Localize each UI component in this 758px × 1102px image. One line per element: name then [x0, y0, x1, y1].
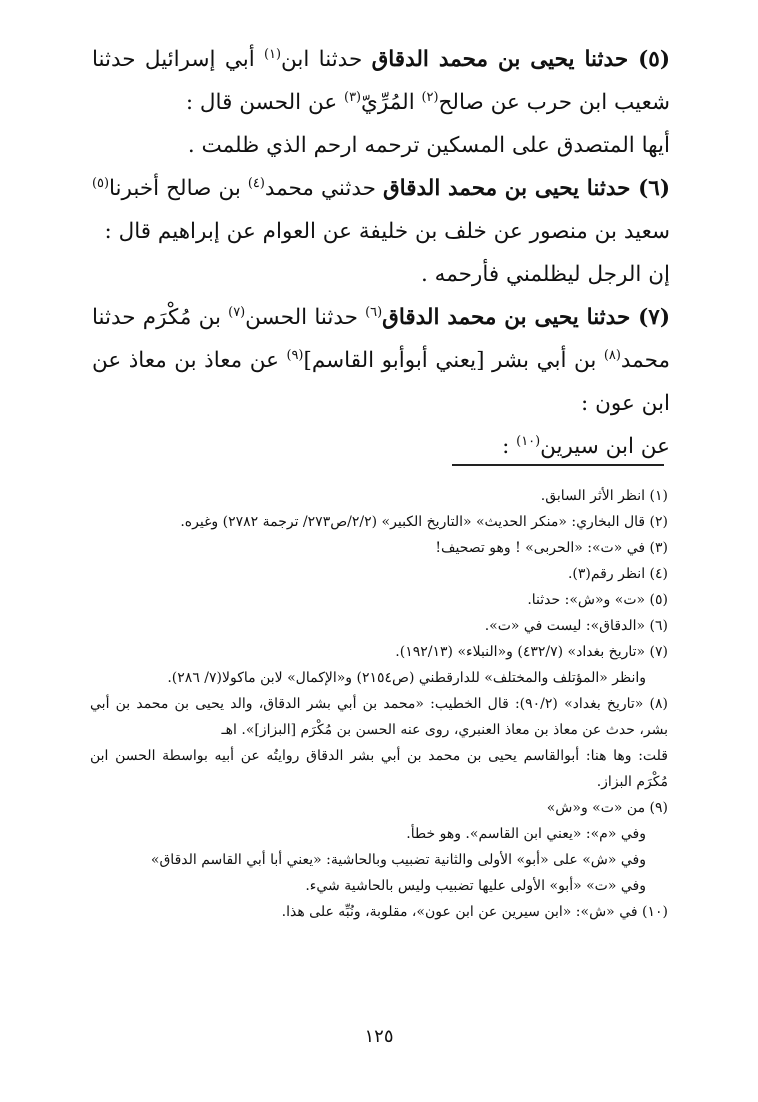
narration-5 [92, 38, 670, 124]
footnote-ref: (٩) [286, 347, 304, 363]
footnote-9-line-3: وفي «ش» على «أبو» الأولى والثانية تضبيب وبالحاشية: «يعني أبا أبي القاسم الدقاق» [150, 852, 646, 868]
footnote-2: (٢) قال البخاري: «منكر الحديث» «التاريخ الكبير» (٢/٢/ص٢٧٣/ ترجمة ٢٧٨٢) وغيره. [180, 514, 668, 530]
main-text [92, 38, 670, 468]
footnote-ref: (٤) [247, 175, 265, 191]
quote-7 [92, 425, 670, 468]
footnote-3: (٣) في «ت»: «الحربى» ! وهو تصحيف! [435, 540, 668, 556]
page-number: ١٢٥ [364, 1026, 394, 1047]
narrator-chain-lead: (٧) حدثنا يحيى بن محمد الدقاق [382, 305, 671, 330]
text-span: حدثني محمد [264, 176, 383, 201]
footnote-ref: (٧) [228, 304, 246, 320]
footnote-ref: (٦) [365, 304, 383, 320]
footnote-ref: (٥) [92, 175, 109, 191]
text-span: أبي إسرائيل حدثنا شعيب ابن حرب عن صالح [92, 47, 670, 115]
footnote-ref: (٢) [421, 89, 439, 105]
footnote-7-continued: وانظر «المؤتلف والمختلف» للدارقطني (ص٢١٥٤) و«الإكمال» لابن ماكولا(٧/ ٢٨٦). [167, 670, 646, 686]
text-span: حدثنا ابن [281, 47, 372, 72]
footnote-9-line-2: وفي «م»: «يعني ابن القاسم». وهو خطأ. [406, 826, 646, 842]
footnote-10: (١٠) في «ش»: «ابن سيرين عن ابن عون»، مقلوبة، ونُبِّه على هذا. [281, 904, 668, 920]
text-span: بن صالح أخبرنا [109, 176, 248, 201]
footnote-4: (٤) انظر رقم(٣). [567, 566, 668, 582]
text-span: سعيد بن منصور عن خلف بن خليفة عن العوام عن إبراهيم قال : [104, 219, 670, 244]
text-span: حدثنا الحسن [245, 305, 366, 330]
narration-7 [92, 296, 670, 425]
footnote-9-line-4: وفي «ت» «أبو» الأولى عليها تضبيب وليس بالحاشية شيء. [305, 878, 646, 894]
footnote-6: (٦) «الدقاق»: ليست في «ت». [484, 618, 668, 634]
footnote-ref: (٨) [603, 347, 621, 363]
footnotes [90, 483, 668, 925]
footnote-ref: (١) [264, 46, 282, 62]
narrator-chain-lead: (٦) حدثنا يحيى بن محمد الدقاق [383, 176, 670, 201]
footnote-5: (٥) «ت» و«ش»: حدثنا. [527, 592, 668, 608]
footnote-ref: (١٠) [516, 433, 541, 449]
narration-6 [92, 167, 670, 253]
quote-5: أيها المتصدق على المسكين ترحمه ارحم الذي ظلمت . [187, 133, 670, 158]
footnote-9: (٩) من «ت» و«ش» [546, 800, 668, 816]
footnote-separator [452, 464, 664, 466]
quote-6: إن الرجل ليظلمني فأرحمه . [421, 262, 670, 287]
footnote-ref: (٣) [344, 89, 362, 105]
text-span: بن مُكْرَم حدثنا محمد [92, 305, 670, 373]
footnote-8-continued: قلت: وها هنا: أبوالقاسم يحيى بن محمد بن أبي بشر الدقاق روايتُه عن أبيه بواسطة الحسن ابن مُكْرَم البزاز. [90, 748, 668, 790]
text-span: : [502, 434, 517, 459]
text-span: عن الحسن قال : [185, 90, 345, 115]
footnote-8: (٨) «تاريخ بغداد» (٩٠/٢): قال الخطيب: «محمد بن أبي بشر الدقاق، والد يحيى بن محمد بن أبي بشر، حدث عن معاذ بن معاذ العنبري، روى عنه الحسن بن مُكْرَم [البزاز]». اهـ [90, 696, 668, 738]
text-span: المُرِّيّ [361, 90, 422, 115]
footnote-7: (٧) «تاريخ بغداد» (٤٣٢/٧) و«النبلاء» (١٩٢/١٣). [395, 644, 668, 660]
text-span: عن ابن سيرين [540, 434, 670, 459]
text-span: عن معاذ بن معاذ عن ابن عون : [92, 348, 670, 416]
narrator-chain-lead: (٥) حدثنا يحيى بن محمد الدقاق [371, 47, 670, 72]
footnote-1: (١) انظر الأثر السابق. [540, 488, 668, 504]
text-span: بن أبي بشر [يعني أبوأبو القاسم] [303, 348, 604, 373]
